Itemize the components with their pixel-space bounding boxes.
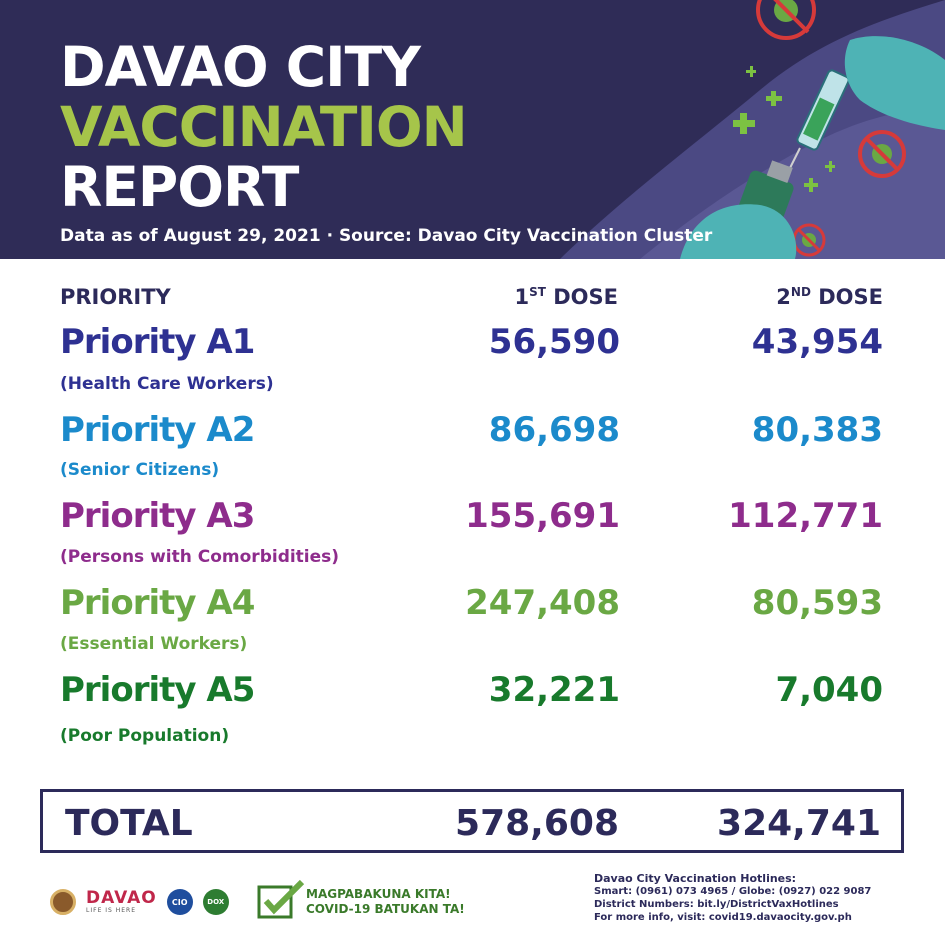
virus-icon — [758, 0, 814, 38]
dose1-value: 155,691 — [465, 496, 620, 536]
dose2-superscript: ND — [790, 285, 811, 299]
column-header-dose2 — [776, 285, 883, 309]
title-line-2: VACCINATION — [60, 95, 467, 159]
dose1-value: 86,698 — [488, 410, 620, 450]
cio-logo: CIO — [167, 889, 193, 915]
title-line-3: REPORT — [60, 155, 299, 219]
hotlines — [594, 872, 871, 924]
priority-name: Priority A3 — [60, 496, 255, 536]
dose2-value: 80,383 — [751, 410, 883, 450]
seal-icon — [50, 889, 76, 915]
total-dose2: 324,741 — [717, 803, 881, 844]
total-box — [40, 789, 904, 853]
dose2-value: 7,040 — [775, 670, 883, 710]
dose1-value: 56,590 — [488, 322, 620, 362]
priority-name: Priority A4 — [60, 583, 255, 623]
slogan-line-1: MAGPABAKUNA KITA! — [306, 887, 451, 901]
dose2-word: DOSE — [810, 285, 883, 309]
column-header-priority: PRIORITY — [60, 285, 171, 309]
davao-logo-text: DAVAO — [86, 888, 157, 908]
priority-description: (Persons with Comorbidities) — [60, 547, 340, 567]
hotlines-website: For more info, visit: covid19.davaocity.gov.ph — [594, 912, 852, 923]
davao-logo — [86, 890, 157, 914]
priority-name: Priority A5 — [60, 670, 255, 710]
dose1-value: 32,221 — [488, 670, 620, 710]
header-subtitle: Data as of August 29, 2021 · Source: Davao City Vaccination Cluster — [60, 226, 713, 246]
dose1-number: 1 — [514, 285, 530, 309]
check-icon — [256, 879, 306, 921]
total-label: TOTAL — [65, 803, 193, 844]
davao-logo-tagline: LIFE IS HERE — [86, 907, 137, 914]
priority-description: (Essential Workers) — [60, 634, 248, 654]
hotlines-district: District Numbers: bit.ly/DistrictVaxHotlines — [594, 899, 839, 910]
header-banner — [0, 0, 945, 259]
hotlines-title: Davao City Vaccination Hotlines: — [594, 872, 797, 885]
dose1-superscript: ST — [529, 285, 546, 299]
slogan-line-2: COVID-19 BATUKAN TA! — [306, 902, 465, 916]
dose2-value: 80,593 — [751, 583, 883, 623]
dose2-number: 2 — [776, 285, 791, 309]
slogan — [306, 887, 465, 917]
priority-name: Priority A1 — [60, 322, 255, 362]
priority-name: Priority A2 — [60, 410, 255, 450]
dox-logo: DOX — [203, 889, 229, 915]
column-header-dose1 — [514, 285, 618, 309]
title-line-1: DAVAO CITY — [60, 35, 420, 99]
total-dose1: 578,608 — [455, 803, 619, 844]
dose1-word: DOSE — [545, 285, 618, 309]
dose2-value: 112,771 — [728, 496, 883, 536]
priority-description: (Health Care Workers) — [60, 374, 274, 394]
priority-description: (Poor Population) — [60, 726, 230, 746]
priority-description: (Senior Citizens) — [60, 460, 220, 480]
footer-logos — [50, 885, 229, 919]
dose2-value: 43,954 — [751, 322, 883, 362]
dose1-value: 247,408 — [465, 583, 620, 623]
hotlines-phones: Smart: (0961) 073 4965 / Globe: (0927) 022 9087 — [594, 886, 872, 897]
